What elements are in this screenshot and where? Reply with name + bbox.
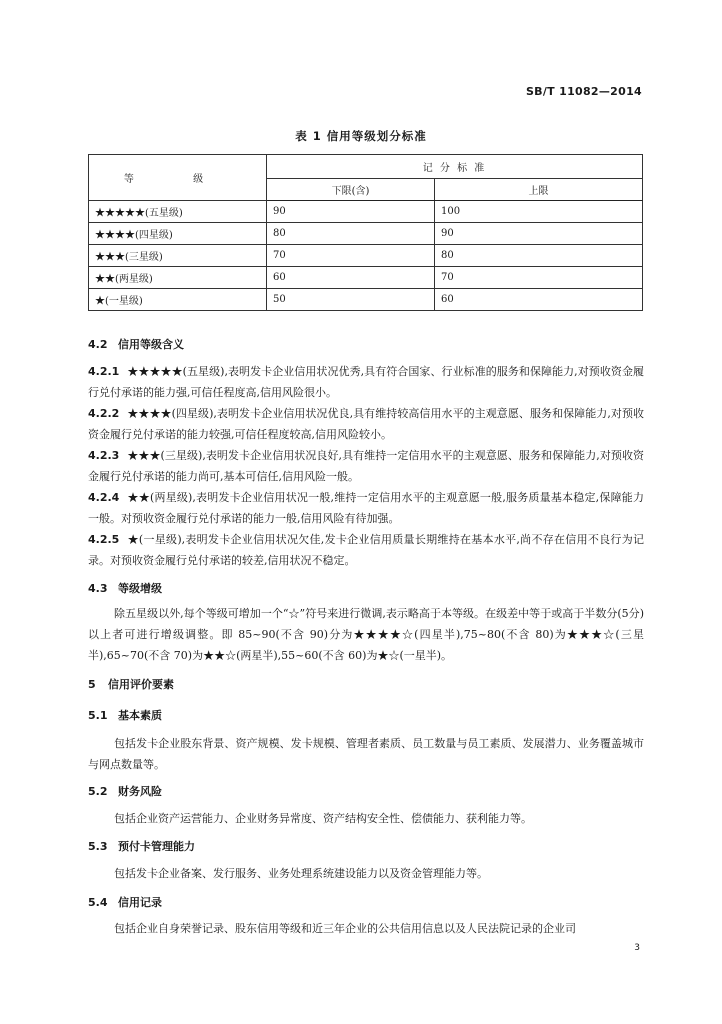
standard-number: SB/T 11082—2014 xyxy=(525,85,642,98)
grade-cell: ★★★★(四星级) xyxy=(89,223,267,245)
section-number: 5.4 xyxy=(88,896,108,909)
clause xyxy=(88,487,644,529)
paragraph: 包括发卡企业股东背景、资产规模、发卡规模、管理者素质、员工数量与员工素质、发展潜力、业务覆盖城市与网点数量等。 xyxy=(88,737,644,771)
upper-cell: 80 xyxy=(435,245,643,267)
section-heading xyxy=(88,580,162,596)
clause-text: ★★★(三星级),表明发卡企业信用状况良好,具有维持一定信用水平的主观意愿、服务和保障能力,对预收资金履行兑付承诺的能力尚可,基本可信任,信用风险一般。 xyxy=(88,449,644,483)
section-title: 基本素质 xyxy=(118,709,162,722)
section-number: 5.2 xyxy=(88,785,108,798)
page-number: 3 xyxy=(634,943,640,953)
clause xyxy=(88,361,644,403)
section-number: 4.3 xyxy=(88,582,108,595)
section-number: 5.1 xyxy=(88,709,108,722)
lower-cell: 80 xyxy=(267,223,435,245)
table-row xyxy=(89,289,643,311)
header-score: 记 分 标 准 xyxy=(267,155,643,179)
clause-number: 4.2.1 xyxy=(88,365,120,378)
clause-text: ★★★★★(五星级),表明发卡企业信用状况优秀,具有符合国家、行业标准的服务和保障能力,对预收资金履行兑付承诺的能力强,可信任程度高,信用风险很小。 xyxy=(88,365,644,399)
credit-grade-table xyxy=(88,154,643,311)
clause-number: 4.2.4 xyxy=(88,491,120,504)
lower-cell: 60 xyxy=(267,267,435,289)
upper-cell: 90 xyxy=(435,223,643,245)
clause xyxy=(88,403,644,445)
section-heading xyxy=(88,676,174,692)
table-row xyxy=(89,223,643,245)
upper-cell: 60 xyxy=(435,289,643,311)
section-heading xyxy=(88,707,162,723)
paragraph: 包括企业资产运营能力、企业财务异常度、资产结构安全性、偿债能力、获利能力等。 xyxy=(114,812,532,825)
lower-cell: 70 xyxy=(267,245,435,267)
upper-cell: 100 xyxy=(435,201,643,223)
lower-cell: 90 xyxy=(267,201,435,223)
section-title: 信用记录 xyxy=(118,896,162,909)
section-number: 5.3 xyxy=(88,840,108,853)
section-title: 信用评价要素 xyxy=(108,678,174,691)
clause-text: ★★★★(四星级),表明发卡企业信用状况优良,具有维持较高信用水平的主观意愿、服务和保障能力,对预收资金履行兑付承诺的能力较强,可信任程度较高,信用风险较小。 xyxy=(88,407,644,441)
clause-text: ★★(两星级),表明发卡企业信用状况一般,维持一定信用水平的主观意愿一般,服务质量基本稳定,保障能力一般。对预收资金履行兑付承诺的能力一般,信用风险有待加强。 xyxy=(88,491,644,525)
section-heading xyxy=(88,894,162,910)
paragraph: 包括企业自身荣誉记录、股东信用等级和近三年企业的公共信用信息以及人民法院记录的企业司 xyxy=(114,922,576,935)
header-lower: 下限(含) xyxy=(267,179,435,201)
section-heading xyxy=(88,783,162,799)
paragraph: 除五星级以外,每个等级可增加一个“☆”符号来进行微调,表示略高于本等级。在级差中等于或高于半数分(5分)以上者可进行增级调整。即 85~90(不含 90)分为★★★★☆(四星半),75~80(不含 80)为★★★☆(三星半),65~70(不含 70)为★★☆(两星半),55~60(不含 60)为★☆(一星半)。 xyxy=(88,607,644,662)
grade-cell: ★★★(三星级) xyxy=(89,245,267,267)
section-heading xyxy=(88,838,195,854)
grade-cell: ★(一星级) xyxy=(89,289,267,311)
table-row xyxy=(89,201,643,223)
clause-number: 4.2.2 xyxy=(88,407,120,420)
header-upper: 上限 xyxy=(435,179,643,201)
section-heading xyxy=(88,336,184,352)
section-number: 4.2 xyxy=(88,338,108,351)
table-row xyxy=(89,245,643,267)
section-title: 等级增级 xyxy=(118,582,162,595)
section-number: 5 xyxy=(88,678,96,691)
section-title: 预付卡管理能力 xyxy=(118,840,195,853)
section-title: 财务风险 xyxy=(118,785,162,798)
table-title: 表 1 信用等级划分标准 xyxy=(295,129,427,143)
clause xyxy=(88,445,644,487)
clause xyxy=(88,529,644,571)
clause-text: ★(一星级),表明发卡企业信用状况欠佳,发卡企业信用质量长期维持在基本水平,尚不存在信用不良行为记录。对预收资金履行兑付承诺的较差,信用状况不稳定。 xyxy=(88,533,644,567)
paragraph: 包括发卡企业备案、发行服务、业务处理系统建设能力以及资金管理能力等。 xyxy=(114,867,488,880)
clause-number: 4.2.3 xyxy=(88,449,120,462)
table-row xyxy=(89,267,643,289)
grade-cell: ★★★★★(五星级) xyxy=(89,201,267,223)
upper-cell: 70 xyxy=(435,267,643,289)
clause-number: 4.2.5 xyxy=(88,533,120,546)
section-title: 信用等级含义 xyxy=(118,338,184,351)
lower-cell: 50 xyxy=(267,289,435,311)
header-grade: 等 级 xyxy=(89,155,267,201)
grade-cell: ★★(两星级) xyxy=(89,267,267,289)
